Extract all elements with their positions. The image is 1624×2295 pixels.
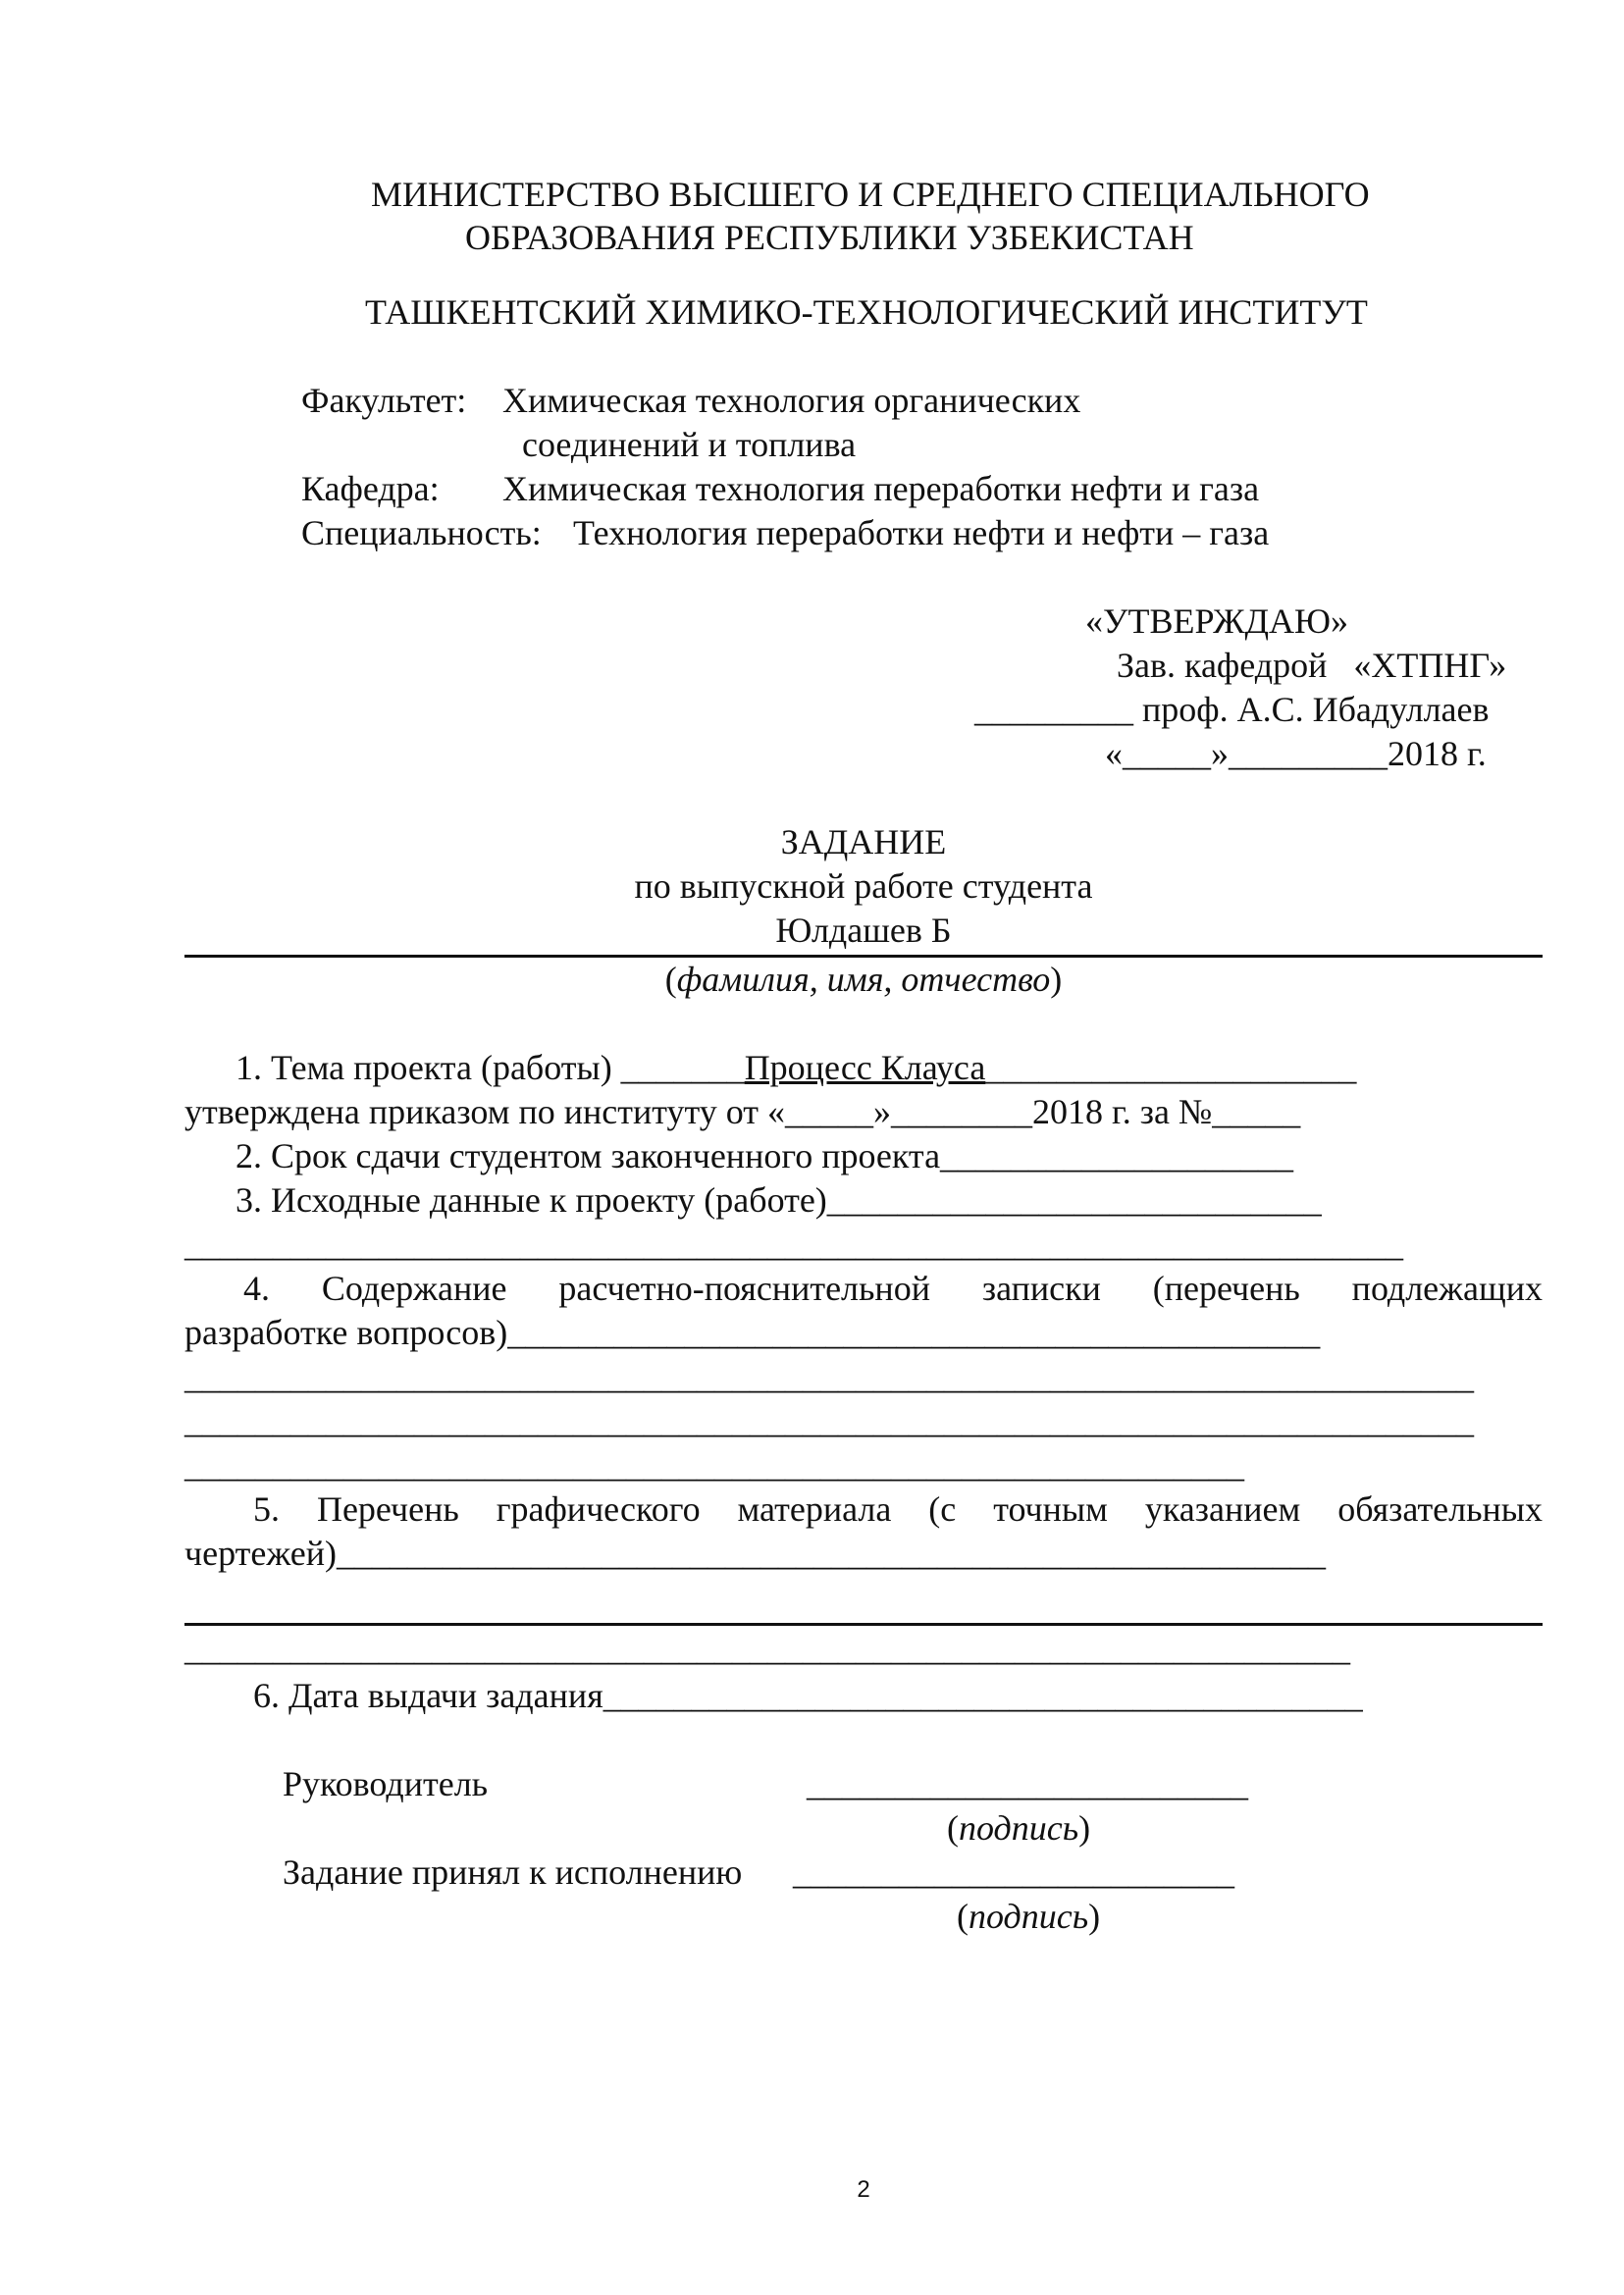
item-5-blank-line: __________________________________________________________________	[184, 1629, 1350, 1668]
specialty-value: Технология переработки нефти и нефти – газа	[573, 513, 1270, 552]
item-3-initial-data: 3. Исходные данные к проекту (работе)____________________________	[236, 1180, 1322, 1220]
ministry-line-2: ОБРАЗОВАНИЯ РЕСПУБЛИКИ УЗБЕКИСТАН	[465, 218, 1194, 257]
task-title: ЗАДАНИЕ	[780, 822, 947, 861]
item-6-issue-date: 6. Дата выдачи задания___________________________________________	[253, 1676, 1363, 1715]
faculty-label: Факультет:	[301, 381, 467, 420]
approval-name-line: _________ проф. А.С. Ибадуллаев	[974, 690, 1490, 729]
project-topic: Процесс Клауса	[744, 1048, 986, 1087]
page-number: 2	[857, 2176, 870, 2203]
student-name: Юлдашев Б	[775, 911, 952, 950]
student-name-underline	[184, 955, 1543, 958]
faculty-value-line-1: Химическая технология органических	[502, 381, 1081, 420]
item-5-rule	[184, 1623, 1543, 1626]
student-name-caption: (фамилия, имя, отчество)	[664, 960, 1063, 999]
item-1-topic: 1. Тема проекта (работы) _______Процесс Клауса_____________________	[236, 1048, 1357, 1087]
item-5-line-1: 5. Перечень графического материала (с точным указанием обязательных	[253, 1489, 1543, 1529]
item-4-line-2: разработке вопросов)______________________________________________	[184, 1313, 1321, 1352]
item-4-blank-line-2: _________________________________________________________________________	[184, 1401, 1474, 1440]
faculty-value-line-2: соединений и топлива	[522, 425, 857, 464]
supervisor-signature-caption: (подпись)	[947, 1808, 1091, 1848]
item-4-blank-line-3: ____________________________________________________________	[184, 1445, 1244, 1485]
supervisor-signature-line: _________________________	[807, 1764, 1248, 1803]
item-3-blank-line: _____________________________________________________________________	[184, 1225, 1403, 1264]
approval-title: «УТВЕРЖДАЮ»	[1085, 601, 1349, 641]
department-value: Химическая технология переработки нефти и газа	[502, 469, 1260, 508]
supervisor-label: Руководитель	[283, 1764, 489, 1803]
item-5-line-2: чертежей)________________________________________________________	[184, 1534, 1326, 1573]
approval-date-line: «_____»_________2018 г.	[1105, 734, 1487, 773]
institute-name: ТАШКЕНТСКИЙ ХИМИКО-ТЕХНОЛОГИЧЕСКИЙ ИНСТИТУТ	[365, 292, 1368, 332]
item-2-deadline: 2. Срок сдачи студентом законченного проекта____________________	[236, 1136, 1294, 1175]
accepted-signature-line: _________________________	[793, 1852, 1234, 1892]
ministry-line-1: МИНИСТЕРСТВО ВЫСШЕГО И СРЕДНЕГО СПЕЦИАЛЬНОГО	[371, 175, 1370, 214]
accepted-label: Задание принял к исполнению	[283, 1852, 743, 1892]
approval-position: Зав. кафедрой «ХТПНГ»	[1117, 646, 1507, 685]
specialty-label: Специальность:	[301, 513, 542, 552]
accepted-signature-caption: (подпись)	[957, 1897, 1101, 1936]
item-1-order: утверждена приказом по институту от «_____»________2018 г. за №_____	[184, 1092, 1301, 1131]
department-label: Кафедра:	[301, 469, 440, 508]
item-4-line-1: 4. Содержание расчетно-пояснительной записки (перечень подлежащих	[243, 1269, 1543, 1308]
item-4-blank-line-1: _________________________________________________________________________	[184, 1357, 1474, 1396]
task-subtitle: по выпускной работе студента	[634, 866, 1093, 906]
